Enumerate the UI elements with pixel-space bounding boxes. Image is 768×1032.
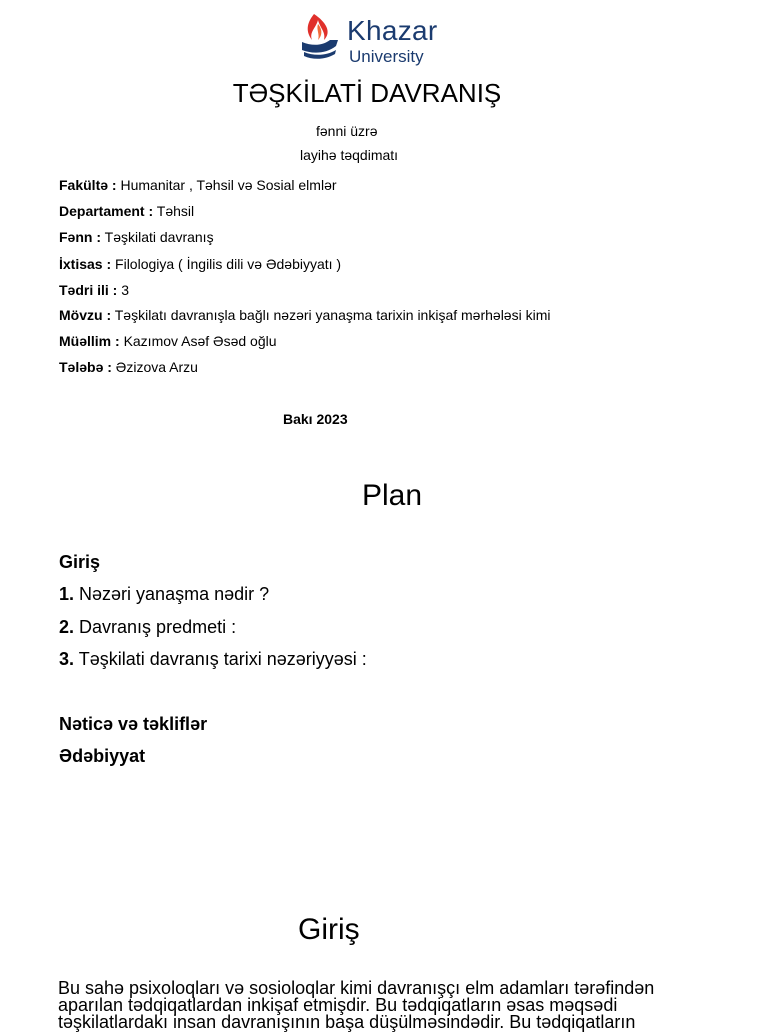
info-label: Müəllim :: [59, 333, 120, 349]
info-label: Tədri ili :: [59, 282, 118, 298]
city-year: Bakı 2023: [283, 411, 348, 427]
info-value: Kazımov Asəf Əsəd oğlu: [123, 333, 277, 349]
info-teacher: [59, 332, 277, 350]
plan-item-3: [59, 647, 367, 671]
plan-intro-label: Giriş: [59, 552, 101, 572]
info-value: 3: [121, 282, 130, 298]
info-value: Filologiya ( İngilis dili və Ədəbiyyatı ): [115, 256, 342, 272]
plan-conclusion-label: Nəticə və təkliflər: [59, 714, 208, 734]
plan-item-text: Təşkilati davranış tarixi nəzəriyyəsi :: [78, 649, 367, 669]
info-value: Təşkilati davranış: [104, 229, 214, 245]
subtitle-line-2: layihə təqdimatı: [300, 147, 399, 163]
plan-title: Plan: [361, 479, 423, 512]
info-label: Mövzu :: [59, 307, 112, 323]
info-study-year: [59, 281, 129, 299]
logo-subtitle: University: [349, 47, 424, 66]
plan-item-1: [59, 582, 269, 606]
plan-item-number: 1.: [59, 584, 75, 604]
info-label: Tələbə :: [59, 359, 112, 375]
plan-item-number: 3.: [59, 649, 75, 669]
info-value: Əzizova Arzu: [115, 359, 198, 375]
info-specialty: [59, 255, 341, 273]
logo-name: Khazar: [347, 15, 438, 46]
info-faculty: [59, 176, 337, 194]
info-value: Təşkilatı davranışla bağlı nəzəri yanaşma tarixin inkişaf mərhələsi kimi: [114, 307, 551, 323]
plan-intro: [59, 550, 100, 574]
plan-item-number: 2.: [59, 617, 75, 637]
intro-paragraph: Bu sahə psixoloqları və sosioloqlar kimi davranışçı elm adamları tərəfindən aparılan tədqiqatlardan inkişaf etmişdir. Bu tədqiqatların əsas məqsədi təşkilatlardakı insan davranışının başa düşülməsindədir. Bu tədqiqatların: [58, 978, 655, 1032]
plan-conclusion: [59, 712, 207, 736]
info-department: [59, 202, 194, 220]
info-label: Fənn :: [59, 229, 101, 245]
plan-literature-label: Ədəbiyyat: [59, 746, 146, 766]
info-topic: [59, 306, 550, 324]
info-student: [59, 358, 198, 376]
info-subject: [59, 228, 214, 246]
info-label: İxtisas :: [59, 256, 112, 272]
plan-item-text: Nəzəri yanaşma nədir ?: [79, 584, 270, 604]
info-value: Təhsil: [156, 203, 195, 219]
subtitle-line-1: fənni üzrə: [316, 123, 378, 139]
plan-literature: [59, 744, 145, 768]
plan-item-2: [59, 615, 236, 639]
info-label: Departament :: [59, 203, 154, 219]
info-value: Humanitar , Təhsil və Sosial elmlər: [120, 177, 337, 193]
intro-heading: Giriş: [298, 913, 360, 946]
plan-item-text: Davranış predmeti :: [79, 617, 237, 637]
document-title: TƏŞKİLATİ DAVRANIŞ: [232, 78, 502, 108]
info-label: Fakültə :: [59, 177, 117, 193]
